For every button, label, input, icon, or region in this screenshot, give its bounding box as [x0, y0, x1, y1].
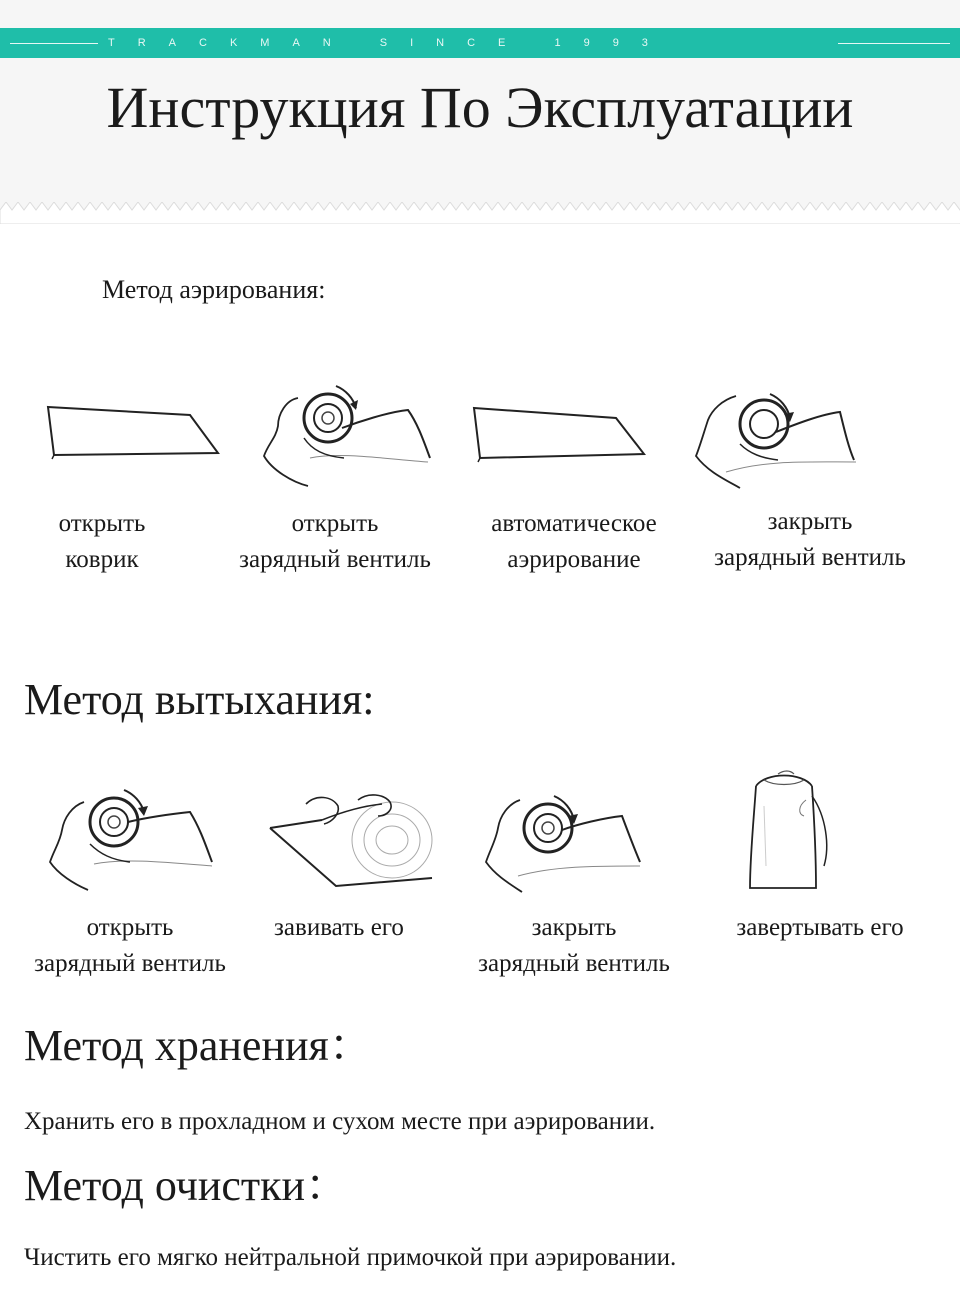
caption-line: открыть: [58, 510, 146, 537]
caption-line: зарядный вентиль: [239, 546, 431, 573]
caption-line: завивать его: [274, 914, 404, 941]
flat-mat-icon: [466, 398, 651, 468]
cleaning-text: Чистить его мягко нейтральной примочкой при аэрировании.: [24, 1244, 677, 1271]
caption-pack-it: [712, 910, 928, 946]
page-title: Инструкция По Эксплуатации: [106, 75, 854, 140]
storage-text: Хранить его в прохладном и сухом месте при аэрировании.: [24, 1108, 656, 1135]
hand-close-valve-icon: [686, 376, 866, 491]
caption-line: открыть: [86, 914, 174, 941]
caption-open-valve-2: [10, 910, 250, 982]
brand-tagline: TRACKMAN SINCE 1993: [108, 37, 671, 49]
hand-close-valve-icon: [478, 780, 648, 895]
caption-roll-up: [248, 910, 430, 946]
caption-open-valve: [214, 506, 456, 578]
storage-heading: Метод хранения：: [24, 1021, 373, 1070]
deflation-heading: Метод вытыхания:: [24, 675, 375, 724]
caption-line: аэрирование: [507, 546, 641, 573]
caption-close-valve: [690, 504, 930, 576]
caption-auto-inflate: [468, 506, 680, 578]
caption-close-valve-2: [454, 910, 694, 982]
inflation-heading: Метод аэрирования:: [102, 275, 326, 304]
caption-line: завертывать его: [736, 914, 904, 941]
caption-line: закрыть: [767, 508, 853, 535]
caption-line: коврик: [65, 546, 139, 573]
hand-open-valve-icon: [258, 378, 438, 490]
brand-bar: [0, 28, 960, 58]
caption-line: автоматическое: [491, 510, 657, 537]
brand-bar-line-right: [838, 43, 950, 44]
caption-line: зарядный вентиль: [478, 950, 670, 977]
cleaning-heading: Метод очистки：: [24, 1161, 350, 1210]
rolling-mat-icon: [262, 782, 442, 890]
caption-line: открыть: [291, 510, 379, 537]
stuff-sack-icon: [742, 766, 842, 896]
header-band: [0, 0, 960, 222]
hand-open-valve-icon: [44, 782, 224, 894]
caption-line: зарядный вентиль: [34, 950, 226, 977]
brand-bar-line-left: [10, 43, 98, 44]
caption-open-mat: [2, 506, 202, 578]
caption-line: закрыть: [531, 914, 617, 941]
flat-mat-icon: [40, 395, 225, 465]
caption-line: зарядный вентиль: [714, 544, 906, 571]
zigzag-divider: [0, 202, 960, 224]
